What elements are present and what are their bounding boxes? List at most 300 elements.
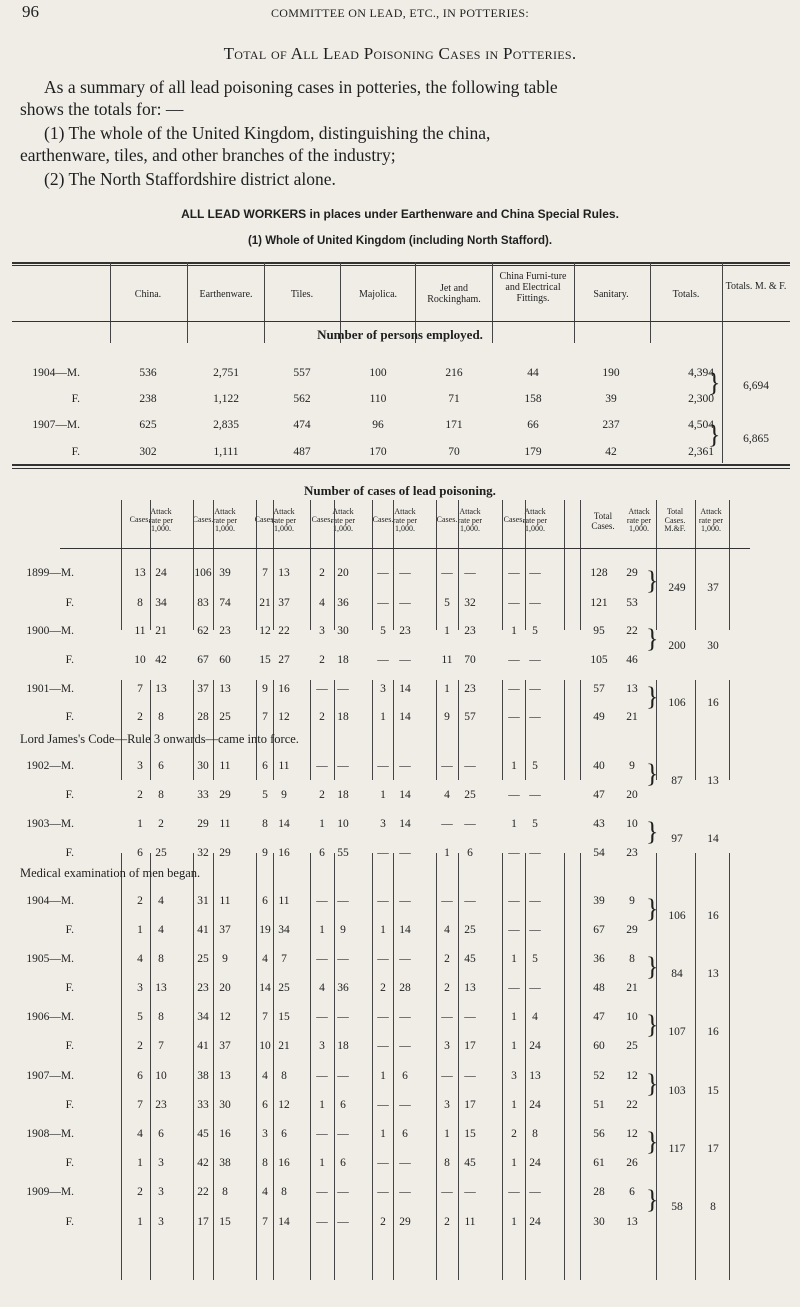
cell-value: 1 [511,1216,517,1228]
row-label: F. [65,597,74,609]
cell-value: — [399,895,411,907]
cell-total: 4,394 [688,367,714,379]
column-header-3: Majolica. [358,289,398,300]
cell-value: 238 [139,393,157,405]
cell-value: 14 [278,818,290,830]
cell-value: — [399,1099,411,1111]
total-cases-header [587,511,619,531]
cell-value: 30 [219,1099,231,1111]
cell-value: 13 [626,1216,638,1228]
cell-value: — [377,847,389,859]
cell-value: 171 [445,419,463,431]
cell-value: 9 [629,895,635,907]
cell-value: 557 [293,367,311,379]
header-rule [60,548,750,549]
cell-value: 474 [293,419,311,431]
cell-value: — [441,1186,453,1198]
row-label: 1899—M. [26,567,74,579]
cell-value: 6 [340,1157,346,1169]
cell-value: 32 [464,597,476,609]
cell-value: 20 [219,982,231,994]
cell-value: 12 [626,1070,638,1082]
brace: } [646,894,659,923]
cell-value: — [441,1070,453,1082]
item-2: (2) The North Staffordshire district alone. [44,169,336,189]
brace: } [646,566,659,595]
cell-value: — [529,895,541,907]
column-divider [150,500,151,630]
cell-value: — [508,1186,520,1198]
mf-cases-header [656,508,694,534]
cell-value: 1 [444,1128,450,1140]
header-rule [12,321,790,322]
cell-value: 45 [464,953,476,965]
cell-value: 14 [399,818,411,830]
cell-value: — [377,1011,389,1023]
cell-value: 110 [369,393,387,405]
cell-value: 41 [197,1040,209,1052]
cell-value: — [337,760,349,772]
cell-value: — [399,654,411,666]
cell-value: 60 [219,654,231,666]
cell-value: — [399,567,411,579]
cell-value: 18 [337,789,349,801]
cell-value: 9 [222,953,228,965]
running-header: COMMITTEE ON LEAD, ETC., IN POTTERIES: [270,6,530,20]
row-label: 1903—M. [26,818,74,830]
cell-value: — [464,1186,476,1198]
cell-value: 54 [593,847,605,859]
column-divider [334,500,335,630]
cell-value: 24 [529,1040,541,1052]
cell-value: 5 [137,1011,143,1023]
attack-rate-header-line: rate per [330,515,356,525]
cell-value: 3 [444,1099,450,1111]
row-label: F. [65,654,74,666]
cell-value: — [399,953,411,965]
cell-value: — [529,711,541,723]
cell-value: 24 [529,1157,541,1169]
cell-value: 8 [158,789,164,801]
mf-cases-header-line: Cases. [664,515,686,525]
cell-value: 2 [380,1216,386,1228]
cell-value: 3 [319,625,325,637]
cell-value: 2 [137,1186,143,1198]
cell-value: — [377,654,389,666]
cell-value: — [464,567,476,579]
cell-value: 2 [319,711,325,723]
attack-rate-header-line: rate per [392,515,418,525]
row-label: 1909—M. [26,1186,74,1198]
cell-value: 8 [532,1128,538,1140]
cell-value: 15 [278,1011,290,1023]
cell-value: 33 [197,1099,209,1111]
column-header-0: China. [134,289,162,300]
brace: } [646,952,659,981]
attack-rate-header-line: Attack [459,507,481,516]
cell-value: 4 [444,924,450,936]
column-divider [436,500,437,630]
section-subheading: (1) Whole of United Kingdom (including North Stafford). [247,235,553,247]
column-divider [121,500,122,630]
cell-value: 12 [219,1011,231,1023]
row-label: 1902—M. [26,760,74,772]
cell-value: 5 [380,625,386,637]
cell-value: 6 [402,1070,408,1082]
mf-rate: 37 [707,582,719,594]
cell-total: 4,504 [688,419,714,431]
cell-value: — [508,924,520,936]
cases-header: Cases. [311,515,333,524]
mf-cases: 97 [671,832,683,845]
column-divider [580,680,581,780]
cell-value: 15 [464,1128,476,1140]
cell-value: 13 [155,683,167,695]
cell-value: 23 [197,982,209,994]
cell-value: 3 [137,982,143,994]
cell-value: 29 [219,789,231,801]
cell-value: 39 [605,393,617,405]
cell-value: 1 [380,789,386,801]
row-label: F. [65,1216,74,1228]
brace: } [646,1127,659,1156]
cell-value: — [529,982,541,994]
attack-rate-header [264,508,304,534]
cell-total: 2,361 [688,446,714,458]
column-divider [393,500,394,630]
cell-value: 16 [278,847,290,859]
cell-value: 8 [158,1011,164,1023]
cell-value: — [529,789,541,801]
cell-value: 7 [137,1099,143,1111]
column-header-4: Jet and Rockingham. [427,283,481,305]
cell-value: 23 [219,625,231,637]
cell-value: 1 [444,683,450,695]
cell-value: 5 [532,818,538,830]
cell-value: 11 [278,760,290,772]
cell-value: 216 [445,367,463,379]
cell-value: 12 [259,625,271,637]
cell-value: 13 [626,683,638,695]
cell-value: 1 [511,818,517,830]
cell-value: 3 [158,1186,164,1198]
page-number: 96 [22,2,39,21]
cell-value: 8 [262,818,268,830]
cell-value: 67 [197,654,209,666]
cell-value: 71 [448,393,460,405]
cell-value: 3 [444,1040,450,1052]
mf-rate: 15 [707,1084,719,1097]
cell-value: 14 [259,982,271,994]
cell-value: 5 [532,760,538,772]
cell-value: 1 [380,924,386,936]
cell-value: 4 [444,789,450,801]
column-divider [213,500,214,630]
row-label: 1900—M. [26,625,74,637]
cell-value: 43 [593,818,605,830]
cases-header: Cases. [129,515,151,524]
cell-value: 66 [527,419,539,431]
cell-value: 1 [444,625,450,637]
section-heading: ALL LEAD WORKERS in places under Earthenware and China Special Rules. [181,207,619,221]
row-label: 1908—M. [26,1128,74,1140]
cell-value: 10 [337,818,349,830]
column-divider [729,680,730,780]
cell-value: 625 [139,419,157,431]
cell-value: 6 [262,1099,268,1111]
cases-header: Cases. [254,515,276,524]
cell-value: 51 [593,1099,605,1111]
cell-value: 8 [158,711,164,723]
cell-value: 14 [399,711,411,723]
cell-value: 33 [197,789,209,801]
cell-value: — [377,1099,389,1111]
table-top-rule [12,262,790,264]
mf-rate: 13 [707,967,719,980]
attack-rate-header-line: rate per [522,515,548,525]
cell-value: 29 [197,818,209,830]
cell-value: 9 [281,789,287,801]
attack-rate-header-line: 1,000. [395,524,415,533]
cell-value: — [508,895,520,907]
brace: } [646,817,659,846]
attack-rate-header-line: rate per [457,515,483,525]
cell-value: — [399,597,411,609]
cell-value: 14 [399,789,411,801]
cell-value: 17 [464,1040,476,1052]
cell-value: — [377,567,389,579]
cell-value: 25 [278,982,290,994]
cell-value: 4 [262,1186,268,1198]
cell-value: — [399,1040,411,1052]
cell-value: 2 [444,953,450,965]
cases-header: Cases. [436,515,458,524]
intro-line-2: shows the totals for: — [20,99,184,119]
attack-rate-header-line: rate per [212,515,238,525]
cell-value: — [399,1186,411,1198]
mf-rate: 17 [707,1142,719,1155]
cell-value: 55 [337,847,349,859]
cell-value: 96 [372,419,384,431]
column-divider [502,500,503,630]
row-label: F. [65,847,74,859]
cell-value: 6 [137,847,143,859]
brace: } [646,759,659,788]
attack-rate-header-line: 1,000. [151,524,171,533]
attack-rate-header [205,508,245,534]
cell-value: 10 [155,1070,167,1082]
cell-value: 42 [605,446,617,458]
cell-value: 23 [155,1099,167,1111]
cell-value: 42 [197,1157,209,1169]
cell-value: 24 [155,567,167,579]
mf-cases: 84 [671,967,683,980]
cell-value: — [529,847,541,859]
total-rate-header-line: 1,000. [629,524,649,533]
row-label: F. [71,393,80,405]
cell-value: 42 [155,654,167,666]
mf-rate-header-line: 1,000. [701,524,721,533]
cell-value: — [337,895,349,907]
page-title: Total of All Lead Poisoning Cases in Potteries. [223,44,577,63]
cell-value: 536 [139,367,157,379]
cell-value: 1 [137,1216,143,1228]
column-header-totals-mf: Totals. M. & F. [725,281,787,292]
cell-value: 9 [262,683,268,695]
cell-value: 9 [340,924,346,936]
cell-value: 5 [532,625,538,637]
cell-value: — [441,1011,453,1023]
table-bottom-rule [12,464,790,466]
cell-value: 1 [511,1011,517,1023]
cell-value: 6 [467,847,473,859]
row-label: 1907—M. [32,419,80,431]
cell-value: — [508,683,520,695]
cell-value: — [316,1216,328,1228]
cell-value: 1 [137,1157,143,1169]
cell-value: 29 [399,1216,411,1228]
cell-value: 18 [337,711,349,723]
cell-value: 17 [464,1099,476,1111]
cell-value: 302 [139,446,157,458]
cell-value: 8 [281,1186,287,1198]
cell-value: 2 [137,789,143,801]
cell-value: — [377,597,389,609]
cell-value: — [377,953,389,965]
cell-value: 8 [281,1070,287,1082]
column-divider [695,500,696,630]
mf-cases: 107 [668,1025,686,1038]
cell-value: 2,751 [213,367,239,379]
cell-value: 1 [319,924,325,936]
cell-value: 16 [278,1157,290,1169]
cell-value: — [337,953,349,965]
cell-value: 9 [262,847,268,859]
cell-value: 28 [399,982,411,994]
mf-cases-header-line: Total [666,507,684,516]
cell-value: 18 [337,1040,349,1052]
attack-rate-header-line: 1,000. [525,524,545,533]
cell-value: 158 [524,393,542,405]
cell-value: 6 [262,895,268,907]
column-divider [722,343,723,463]
column-divider [580,853,581,1280]
mf-rate: 13 [707,774,719,787]
mf-cases: 103 [668,1084,686,1097]
total-rate-header-line: rate per [626,515,652,525]
attack-rate-header-line: Attack [524,507,546,516]
cell-value: 11 [441,654,453,666]
cell-value: — [337,1011,349,1023]
cell-value: 7 [281,953,287,965]
cell-value: — [464,818,476,830]
cell-value: 5 [262,789,268,801]
cell-value: 22 [626,1099,638,1111]
cell-value: 22 [278,625,290,637]
cell-value: 13 [219,683,231,695]
attack-rate-header [515,508,555,534]
column-divider [564,500,565,630]
cell-value: 11 [219,818,231,830]
cell-value: 7 [137,683,143,695]
cell-value: 40 [593,760,605,772]
cell-value: 48 [593,982,605,994]
cell-value: 13 [464,982,476,994]
cell-value: 47 [593,1011,605,1023]
cell-value: 23 [464,625,476,637]
row-label: 1904—M. [32,367,80,379]
cell-value: 1 [380,1128,386,1140]
cell-value: — [464,760,476,772]
cell-value: 31 [197,895,209,907]
cell-value: 7 [158,1040,164,1052]
cell-value: — [337,1186,349,1198]
cell-value: 1 [319,1157,325,1169]
section-cases: Number of cases of lead poisoning. [304,483,496,498]
cell-value: 179 [524,446,542,458]
cell-value: 1 [319,818,325,830]
attack-rate-header-line: Attack [150,507,172,516]
cell-value: 3 [319,1040,325,1052]
cell-value: 37 [197,683,209,695]
cell-value: 8 [444,1157,450,1169]
cell-value: 36 [337,982,349,994]
cell-value: 34 [197,1011,209,1023]
cell-value: 4 [319,982,325,994]
cell-value: 22 [197,1186,209,1198]
cell-value: 37 [219,924,231,936]
cell-value: 29 [626,924,638,936]
brace: } [646,682,659,711]
cell-value: 21 [259,597,271,609]
cell-value: 30 [337,625,349,637]
cell-value: 19 [259,924,271,936]
cell-value: 2 [444,982,450,994]
column-divider [256,500,257,630]
attack-rate-header [450,508,490,534]
cell-value: — [529,567,541,579]
table-top-rule [12,265,790,266]
cell-value: — [529,597,541,609]
cell-value: 17 [197,1216,209,1228]
cell-value: 53 [626,597,638,609]
cell-value: 10 [626,1011,638,1023]
total-cases-header-line: Cases. [591,521,615,531]
column-divider [193,500,194,630]
cell-value: 14 [399,683,411,695]
cell-value: 21 [278,1040,290,1052]
row-label: 1905—M. [26,953,74,965]
mf-rate-header-line: Attack [700,507,722,516]
cell-value: 4 [532,1011,538,1023]
cell-value: — [337,1216,349,1228]
cell-value: 62 [197,625,209,637]
cell-value: 1 [444,847,450,859]
cases-header: Cases. [192,515,214,524]
row-label: F. [65,924,74,936]
column-divider [458,500,459,630]
cell-value: — [508,847,520,859]
cell-value: 237 [602,419,620,431]
mf-rate: 16 [707,1025,719,1038]
cell-value: — [441,760,453,772]
cell-value: 16 [278,683,290,695]
cell-value: — [377,760,389,772]
cell-value: 38 [219,1157,231,1169]
brace: } [708,420,721,449]
column-divider [580,500,581,630]
row-label: F. [65,1040,74,1052]
